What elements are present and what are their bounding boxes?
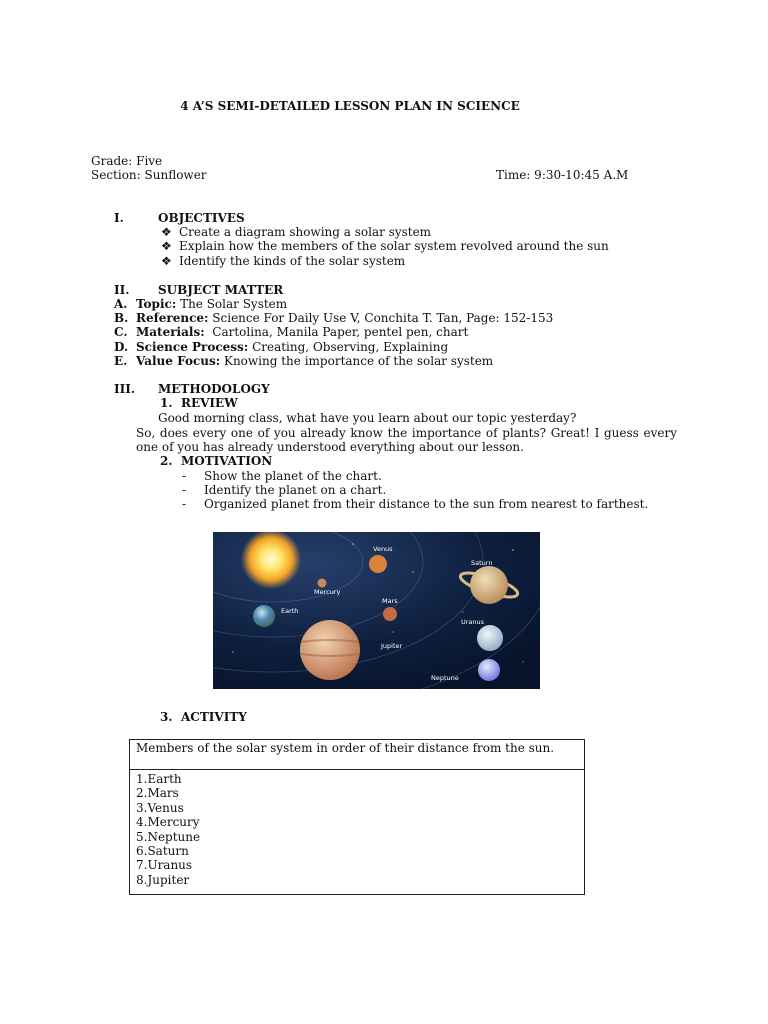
diamond-bullet-icon: ❖ [161,239,172,253]
motivation-item [182,469,382,483]
item-label: Topic: [136,297,177,311]
venus-label: Venus [373,545,393,553]
motivation-text: Show the planet of the chart. [204,469,382,483]
item-letter: A. [114,297,128,311]
item-label: Science Process: [136,340,249,354]
uranus-label: Uranus [461,618,485,626]
list-item: 1.Earth [136,772,182,786]
item-text: Cartolina, Manila Paper, pentel pen, chart [204,325,469,339]
review-paragraph: So, does every one of you already know the importance of plants? Great! I guess every one of you has already understood everything about our lesson. [136,426,677,454]
diamond-bullet-icon: ❖ [161,225,172,239]
item-letter: C. [114,325,128,339]
list-item: 8.Jupiter [136,872,190,887]
motivation-item [182,483,386,497]
grade-line: Grade: Five [91,154,163,168]
dash-bullet: - [182,483,187,497]
methodology-number: III. [114,382,136,396]
solar-system-illustration [213,532,540,689]
item-letter: E. [114,354,128,368]
review-line: Good morning class, what have you learn about our topic yesterday? [158,411,577,425]
subject-matter-heading: SUBJECT MATTER [158,283,284,297]
objectives-heading: OBJECTIVES [158,211,245,225]
objective-text: Explain how the members of the solar system revolved around the sun [179,239,609,253]
section-line: Section: Sunflower [91,168,207,182]
motivation-heading: MOTIVATION [181,454,273,468]
list-item: 7.Uranus [136,858,193,873]
activity-table-body [130,770,584,889]
activity-table-header: Members of the solar system in order of their distance from the sun. [130,740,584,770]
objective-item [161,225,431,239]
subject-item-reference [114,311,553,325]
review-number: 1. [160,396,173,410]
document-title: 4 A’S SEMI-DETAILED LESSON PLAN IN SCIENCE [180,99,520,113]
motivation-item [182,497,648,511]
jupiter-label: Jupiter [381,642,403,650]
objective-item [161,239,609,253]
item-label: Value Focus: [136,354,221,368]
item-label: Reference: [136,311,209,325]
diamond-bullet-icon: ❖ [161,254,172,268]
solar-system-image [213,532,540,689]
subject-item-value-focus [114,354,493,368]
list-item: 3.Venus [136,800,184,815]
activity-table [129,739,585,895]
list-item: 4.Mercury [136,815,200,830]
item-label: Materials: [136,325,205,339]
list-item: 5.Neptune [136,829,201,844]
activity-number: 3. [160,710,173,724]
earth-label: Earth [281,607,299,615]
subject-matter-number: II. [114,283,130,297]
motivation-text: Identify the planet on a chart. [204,483,387,497]
motivation-number: 2. [160,454,173,468]
subject-item-materials [114,325,468,339]
subject-item-topic [114,297,287,311]
motivation-text: Organized planet from their distance to the sun from nearest to farthest. [204,497,649,511]
dash-bullet: - [182,469,187,483]
item-text: Science For Daily Use V, Conchita T. Tan, Page: 152-153 [208,311,554,325]
item-letter: D. [114,340,129,354]
objectives-number: I. [114,211,124,225]
item-text: Creating, Observing, Explaining [248,340,449,354]
subject-item-science-process [114,340,448,354]
saturn-label: Saturn [471,559,493,567]
objective-text: Identify the kinds of the solar system [179,254,406,268]
item-text: Knowing the importance of the solar system [220,354,494,368]
objective-item [161,254,405,268]
neptune-label: Neptune [431,674,459,682]
item-letter: B. [114,311,129,325]
list-item: 2.Mars [136,786,179,801]
activity-heading: ACTIVITY [181,710,247,724]
item-text: The Solar System [176,297,288,311]
list-item: 6.Saturn [136,844,189,859]
objective-text: Create a diagram showing a solar system [179,225,432,239]
review-heading: REVIEW [181,396,238,410]
mars-label: Mars [382,597,398,605]
mercury-label: Mercury [314,588,341,596]
dash-bullet: - [182,497,187,511]
time-line: Time: 9:30-10:45 A.M [496,168,629,182]
methodology-heading: METHODOLOGY [158,382,270,396]
